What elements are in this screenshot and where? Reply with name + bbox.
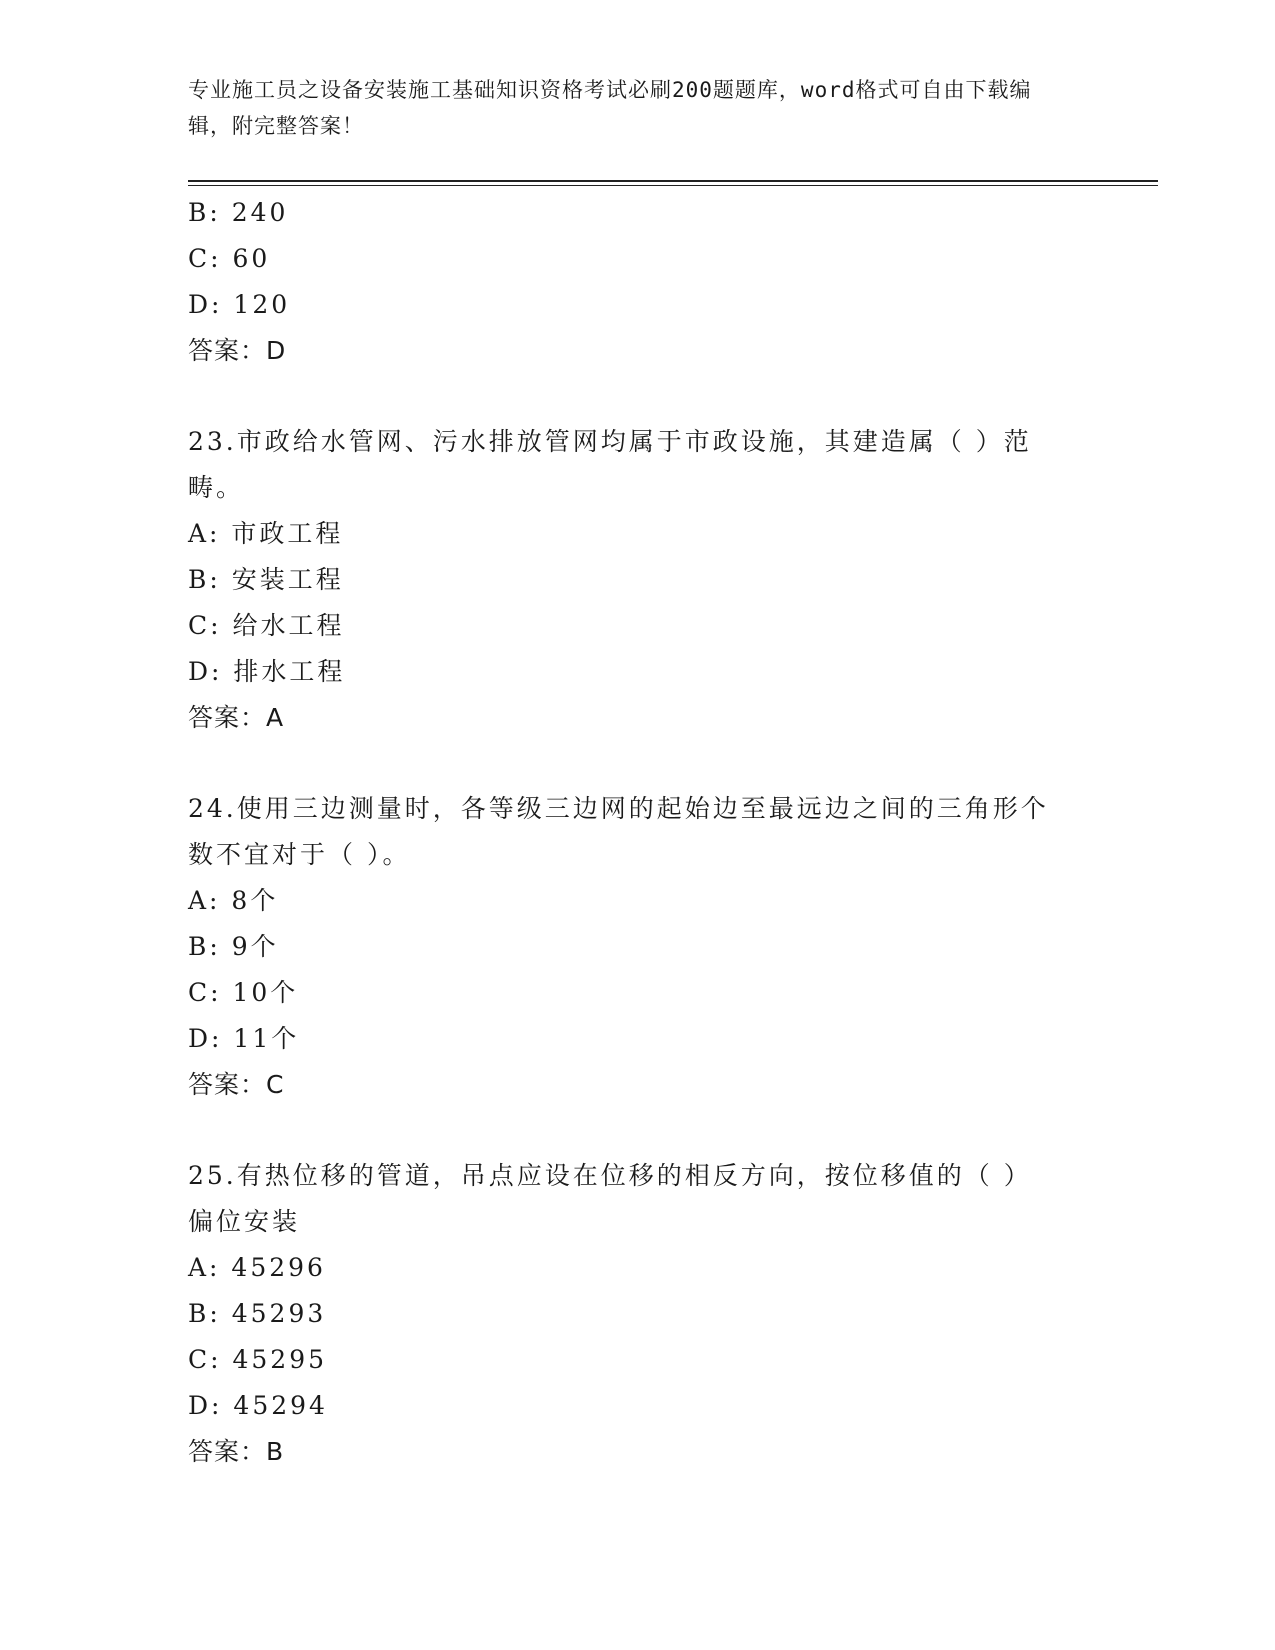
option-d: D: 11个 bbox=[188, 1024, 300, 1053]
question-stem: 25.有热位移的管道，吊点应设在位移的相反方向，按位移值的（ ） bbox=[188, 1161, 1032, 1190]
option-b: B: 9个 bbox=[188, 932, 279, 961]
option-c: C: 给水工程 bbox=[188, 611, 345, 640]
option-a: A: 市政工程 bbox=[188, 519, 344, 548]
question-23 bbox=[188, 419, 1078, 741]
answer-line: 答案：A bbox=[188, 703, 285, 732]
document-header bbox=[188, 72, 1068, 144]
header-divider-thin bbox=[188, 185, 1158, 186]
answer-line: 答案：D bbox=[188, 336, 287, 365]
question-stem: 23.市政给水管网、污水排放管网均属于市政设施，其建造属（ ）范 bbox=[188, 427, 1032, 456]
option-c: C: 45295 bbox=[188, 1345, 328, 1374]
header-divider-thick bbox=[188, 180, 1158, 182]
option-d: D: 排水工程 bbox=[188, 657, 346, 686]
question-stem-continued: 畴。 bbox=[188, 473, 245, 502]
option-b: B: 240 bbox=[188, 198, 289, 227]
answer-line: 答案：C bbox=[188, 1070, 285, 1099]
header-title: 专业施工员之设备安装施工基础知识资格考试必刷200题题库，word格式可自由下载编辑，附完整答案！ bbox=[188, 78, 1032, 138]
option-c: C: 60 bbox=[188, 244, 271, 273]
question-22-continuation bbox=[188, 190, 1078, 374]
question-24 bbox=[188, 786, 1078, 1108]
option-a: A: 8个 bbox=[188, 886, 279, 915]
option-d: D: 45294 bbox=[188, 1391, 328, 1420]
option-d: D: 120 bbox=[188, 290, 291, 319]
option-c: C: 10个 bbox=[188, 978, 299, 1007]
option-a: A: 45296 bbox=[188, 1253, 326, 1282]
option-b: B: 安装工程 bbox=[188, 565, 344, 594]
question-list bbox=[188, 190, 1078, 1475]
question-25 bbox=[188, 1153, 1078, 1475]
answer-line: 答案：B bbox=[188, 1437, 285, 1466]
question-stem-continued: 偏位安装 bbox=[188, 1207, 301, 1236]
option-b: B: 45293 bbox=[188, 1299, 327, 1328]
question-stem-continued: 数不宜对于（ ）。 bbox=[188, 840, 411, 869]
question-stem: 24.使用三边测量时，各等级三边网的起始边至最远边之间的三角形个 bbox=[188, 794, 1049, 823]
